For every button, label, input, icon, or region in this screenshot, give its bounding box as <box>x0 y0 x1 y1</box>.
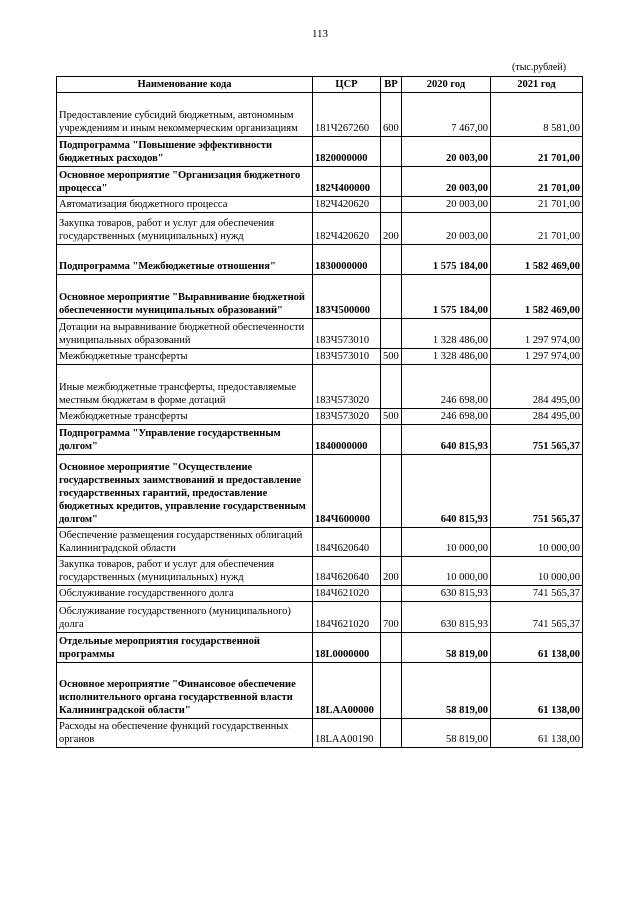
row-vr <box>381 275 402 319</box>
row-value-2021: 1 582 469,00 <box>491 275 583 319</box>
row-csr: 18L0000000 <box>313 633 381 663</box>
row-value-2021: 751 565,37 <box>491 455 583 528</box>
row-name: Иные межбюджетные трансферты, предоставляемые местным бюджетам в форме дотаций <box>57 365 313 409</box>
table-row <box>57 633 583 663</box>
row-value-2021: 21 701,00 <box>491 197 583 213</box>
row-vr <box>381 137 402 167</box>
row-name: Основное мероприятие "Выравнивание бюджетной обеспеченности муниципальных образований" <box>57 275 313 319</box>
row-csr: 184Ч621020 <box>313 602 381 633</box>
table-row <box>57 245 583 275</box>
row-name: Обслуживание государственного долга <box>57 586 313 602</box>
row-vr <box>381 528 402 557</box>
row-csr: 1840000000 <box>313 425 381 455</box>
table-header-row <box>57 77 583 93</box>
row-vr <box>381 719 402 748</box>
row-name: Расходы на обеспечение функций государственных органов <box>57 719 313 748</box>
table-row <box>57 213 583 245</box>
row-value-2021: 10 000,00 <box>491 528 583 557</box>
table-row <box>57 275 583 319</box>
row-vr <box>381 586 402 602</box>
header-name: Наименование кода <box>57 77 313 93</box>
row-value-2020: 58 819,00 <box>402 719 491 748</box>
row-csr: 182Ч400000 <box>313 167 381 197</box>
row-name: Межбюджетные трансферты <box>57 409 313 425</box>
row-value-2021: 61 138,00 <box>491 633 583 663</box>
header-vr: ВР <box>381 77 402 93</box>
row-value-2021: 284 495,00 <box>491 365 583 409</box>
row-name: Отдельные мероприятия государственной программы <box>57 633 313 663</box>
table-row <box>57 365 583 409</box>
row-csr: 1830000000 <box>313 245 381 275</box>
table-row <box>57 557 583 586</box>
row-value-2020: 1 575 184,00 <box>402 245 491 275</box>
row-name: Дотации на выравнивание бюджетной обеспеченности муниципальных образований <box>57 319 313 349</box>
row-vr <box>381 167 402 197</box>
row-value-2021: 10 000,00 <box>491 557 583 586</box>
row-name: Предоставление субсидий бюджетным, автономным учреждениям и иным некоммерческим организациям <box>57 93 313 137</box>
row-csr: 18LAA00000 <box>313 663 381 719</box>
row-value-2020: 58 819,00 <box>402 633 491 663</box>
row-value-2020: 1 328 486,00 <box>402 319 491 349</box>
row-value-2021: 284 495,00 <box>491 409 583 425</box>
table-row <box>57 455 583 528</box>
table-row <box>57 586 583 602</box>
table-row <box>57 602 583 633</box>
row-value-2021: 61 138,00 <box>491 719 583 748</box>
row-csr: 184Ч621020 <box>313 586 381 602</box>
row-name: Основное мероприятие "Осуществление государственных заимствований и предоставление государственных гарантий, предоставление бюджетных кредитов, управление государственным долгом" <box>57 455 313 528</box>
row-value-2020: 1 575 184,00 <box>402 275 491 319</box>
row-csr: 184Ч620640 <box>313 557 381 586</box>
row-name: Закупка товаров, работ и услуг для обеспечения государственных (муниципальных) нужд <box>57 557 313 586</box>
row-name: Подпрограмма "Межбюджетные отношения" <box>57 245 313 275</box>
header-csr: ЦСР <box>313 77 381 93</box>
row-name: Подпрограмма "Управление государственным долгом" <box>57 425 313 455</box>
row-vr: 200 <box>381 557 402 586</box>
row-value-2021: 741 565,37 <box>491 602 583 633</box>
row-csr: 183Ч573020 <box>313 409 381 425</box>
row-value-2020: 20 003,00 <box>402 167 491 197</box>
row-vr <box>381 319 402 349</box>
row-value-2021: 61 138,00 <box>491 663 583 719</box>
row-value-2021: 1 297 974,00 <box>491 319 583 349</box>
row-value-2020: 7 467,00 <box>402 93 491 137</box>
row-value-2021: 8 581,00 <box>491 93 583 137</box>
row-value-2020: 10 000,00 <box>402 557 491 586</box>
row-value-2021: 751 565,37 <box>491 425 583 455</box>
row-vr: 200 <box>381 213 402 245</box>
table-row <box>57 425 583 455</box>
row-csr: 182Ч420620 <box>313 213 381 245</box>
row-name: Автоматизация бюджетного процесса <box>57 197 313 213</box>
row-vr: 500 <box>381 349 402 365</box>
row-value-2020: 630 815,93 <box>402 586 491 602</box>
row-vr <box>381 633 402 663</box>
row-value-2020: 1 328 486,00 <box>402 349 491 365</box>
row-csr: 181Ч267260 <box>313 93 381 137</box>
row-vr <box>381 425 402 455</box>
row-vr <box>381 663 402 719</box>
row-name: Основное мероприятие "Организация бюджетного процесса" <box>57 167 313 197</box>
row-csr: 183Ч573010 <box>313 349 381 365</box>
table-row <box>57 409 583 425</box>
row-value-2020: 630 815,93 <box>402 602 491 633</box>
row-value-2020: 640 815,93 <box>402 455 491 528</box>
header-2021: 2021 год <box>491 77 583 93</box>
row-csr: 183Ч573010 <box>313 319 381 349</box>
row-vr <box>381 245 402 275</box>
row-vr <box>381 197 402 213</box>
row-value-2020: 20 003,00 <box>402 137 491 167</box>
row-value-2020: 58 819,00 <box>402 663 491 719</box>
table-row <box>57 719 583 748</box>
table-row <box>57 93 583 137</box>
row-csr: 184Ч620640 <box>313 528 381 557</box>
row-value-2020: 20 003,00 <box>402 197 491 213</box>
table-row <box>57 349 583 365</box>
row-value-2020: 20 003,00 <box>402 213 491 245</box>
table-row <box>57 528 583 557</box>
units-note: (тыс.рублей) <box>512 62 567 73</box>
row-value-2021: 741 565,37 <box>491 586 583 602</box>
row-vr <box>381 455 402 528</box>
row-csr: 183Ч573020 <box>313 365 381 409</box>
row-value-2020: 246 698,00 <box>402 409 491 425</box>
row-value-2020: 10 000,00 <box>402 528 491 557</box>
row-csr: 182Ч420620 <box>313 197 381 213</box>
page-number: 113 <box>311 28 329 40</box>
row-name: Закупка товаров, работ и услуг для обеспечения государственных (муниципальных) нужд <box>57 213 313 245</box>
table-row <box>57 167 583 197</box>
header-2020: 2020 год <box>402 77 491 93</box>
row-vr: 500 <box>381 409 402 425</box>
row-value-2021: 21 701,00 <box>491 213 583 245</box>
table-row <box>57 137 583 167</box>
row-csr: 183Ч500000 <box>313 275 381 319</box>
table-row <box>57 319 583 349</box>
row-vr: 700 <box>381 602 402 633</box>
row-csr: 18LAA00190 <box>313 719 381 748</box>
table-row <box>57 197 583 213</box>
row-value-2021: 1 582 469,00 <box>491 245 583 275</box>
row-value-2020: 640 815,93 <box>402 425 491 455</box>
row-name: Обслуживание государственного (муниципального) долга <box>57 602 313 633</box>
row-name: Подпрограмма "Повышение эффективности бюджетных расходов" <box>57 137 313 167</box>
row-name: Межбюджетные трансферты <box>57 349 313 365</box>
row-csr: 184Ч600000 <box>313 455 381 528</box>
row-value-2021: 21 701,00 <box>491 137 583 167</box>
row-value-2021: 1 297 974,00 <box>491 349 583 365</box>
row-vr <box>381 365 402 409</box>
row-vr: 600 <box>381 93 402 137</box>
row-name: Основное мероприятие "Финансовое обеспечение исполнительного органа государственной власти Калининградской области" <box>57 663 313 719</box>
row-name: Обеспечение размещения государственных облигаций Калининградской области <box>57 528 313 557</box>
budget-table <box>56 76 583 748</box>
row-value-2021: 21 701,00 <box>491 167 583 197</box>
row-value-2020: 246 698,00 <box>402 365 491 409</box>
row-csr: 1820000000 <box>313 137 381 167</box>
table-row <box>57 663 583 719</box>
